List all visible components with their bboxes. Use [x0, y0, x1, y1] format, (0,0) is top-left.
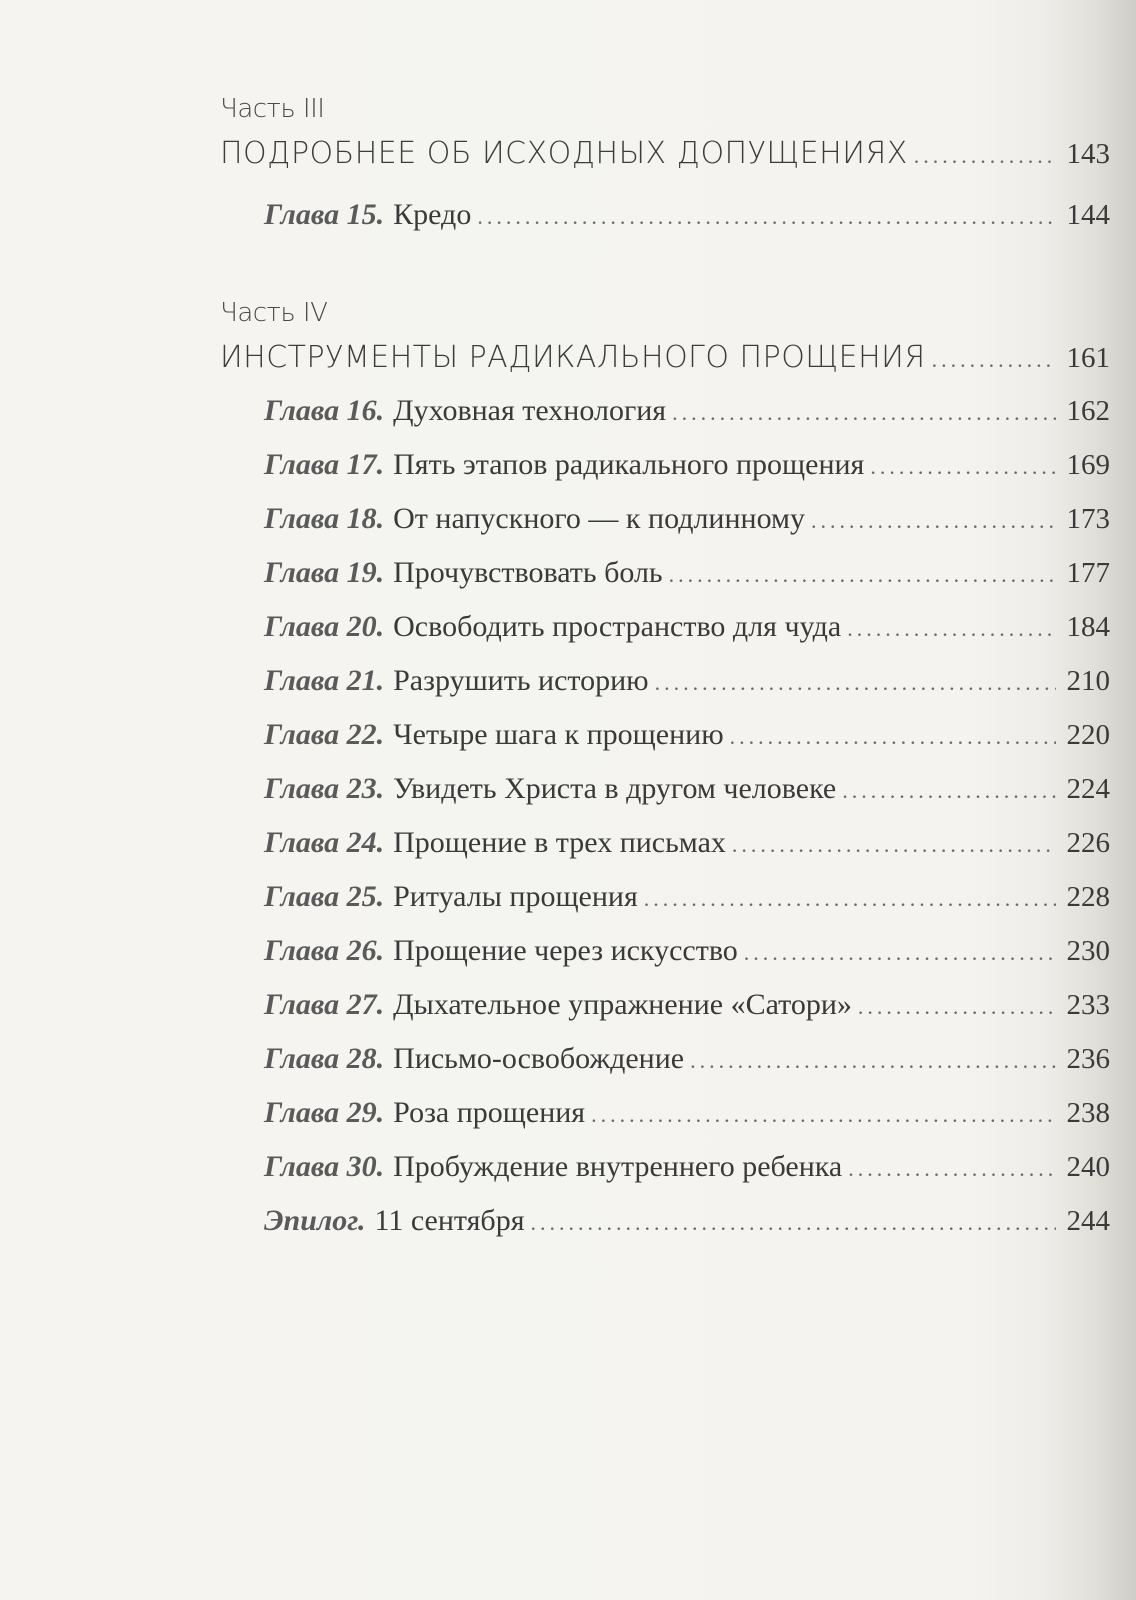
leader-dots	[644, 872, 1056, 926]
chapter-list	[220, 384, 1110, 1248]
chapter-label: Глава 21.	[264, 664, 385, 697]
page-number: 230	[1066, 935, 1110, 967]
leader-dots	[858, 980, 1056, 1034]
chapter-title: Дыхательное упражнение «Сатори»	[393, 988, 852, 1021]
leader-dots	[669, 548, 1056, 602]
chapter-entry	[220, 438, 1110, 492]
leader-dots	[744, 926, 1056, 980]
chapter-entry	[220, 492, 1110, 546]
part-3	[220, 90, 1110, 246]
chapter-title: Разрушить историю	[393, 664, 649, 697]
chapter-title: Освободить пространство для чуда	[393, 610, 842, 643]
chapter-label: Эпилог.	[264, 1204, 366, 1237]
chapter-entry	[220, 1194, 1110, 1248]
chapter-entry	[220, 816, 1110, 870]
chapter-entry	[220, 1032, 1110, 1086]
page-number: 143	[1066, 138, 1110, 170]
chapter-label: Глава 28.	[264, 1042, 385, 1075]
leader-dots	[477, 186, 1056, 248]
leader-dots	[655, 656, 1056, 710]
chapter-label: Глава 16.	[264, 394, 385, 427]
chapter-label: Глава 30.	[264, 1150, 385, 1183]
chapter-title: От напускного — к подлинному	[393, 502, 806, 535]
chapter-entry	[220, 654, 1110, 708]
part-title-row	[220, 332, 1110, 384]
leader-dots	[672, 386, 1056, 440]
page-number: 173	[1066, 503, 1110, 535]
chapter-title: Письмо-освобождение	[393, 1042, 685, 1075]
chapter-entry	[220, 924, 1110, 978]
chapter-entry	[220, 384, 1110, 438]
page-number: 161	[1066, 342, 1110, 374]
chapter-label: Глава 19.	[264, 556, 385, 589]
page-number: 210	[1066, 665, 1110, 697]
chapter-title: Кредо	[393, 198, 472, 231]
leader-dots	[842, 764, 1056, 818]
chapter-entry	[220, 1140, 1110, 1194]
chapter-entry	[220, 600, 1110, 654]
page-number: 244	[1066, 1205, 1110, 1237]
chapter-label: Глава 23.	[264, 772, 385, 805]
chapter-title: Роза прощения	[393, 1096, 586, 1129]
leader-dots	[870, 440, 1056, 494]
chapter-entry	[220, 978, 1110, 1032]
leader-dots	[932, 334, 1056, 386]
table-of-contents	[220, 90, 1110, 1248]
leader-dots	[848, 1142, 1056, 1196]
chapter-title: Пять этапов радикального прощения	[393, 448, 865, 481]
chapter-entry	[220, 870, 1110, 924]
chapter-entry	[220, 1086, 1110, 1140]
leader-dots	[914, 130, 1056, 182]
chapter-label: Глава 24.	[264, 826, 385, 859]
chapter-label: Глава 29.	[264, 1096, 385, 1129]
chapter-label: Глава 18.	[264, 502, 385, 535]
page-number: 184	[1066, 611, 1110, 643]
leader-dots	[847, 602, 1056, 656]
chapter-label: Глава 27.	[264, 988, 385, 1021]
part-title: ИНСТРУМЕНТЫ РАДИКАЛЬНОГО ПРОЩЕНИЯ	[220, 340, 926, 375]
page-number: 236	[1066, 1043, 1110, 1075]
chapter-label: Глава 26.	[264, 934, 385, 967]
part-title-row	[220, 128, 1110, 180]
chapter-title: Прощение в трех письмах	[393, 826, 726, 859]
chapter-title: Увидеть Христа в другом человеке	[393, 772, 837, 805]
chapter-entry	[220, 184, 1110, 246]
part-label: Часть III	[220, 94, 325, 124]
page-number: 233	[1066, 989, 1110, 1021]
part-title: ПОДРОБНЕЕ ОБ ИСХОДНЫХ ДОПУЩЕНИЯХ	[220, 136, 908, 171]
chapter-title: Духовная технология	[393, 394, 667, 427]
leader-dots	[591, 1088, 1056, 1142]
leader-dots	[690, 1034, 1056, 1088]
chapter-label: Глава 17.	[264, 448, 385, 481]
chapter-title: Четыре шага к прощению	[393, 718, 724, 751]
chapter-entry	[220, 546, 1110, 600]
part-label: Часть IV	[220, 298, 328, 328]
chapter-title: 11 сентября	[374, 1204, 525, 1237]
leader-dots	[730, 710, 1056, 764]
leader-dots	[732, 818, 1056, 872]
page-number: 226	[1066, 827, 1110, 859]
page-number: 224	[1066, 773, 1110, 805]
page-number: 228	[1066, 881, 1110, 913]
page-number: 238	[1066, 1097, 1110, 1129]
chapter-title: Ритуалы прощения	[393, 880, 638, 913]
page-number: 169	[1066, 449, 1110, 481]
page-number: 220	[1066, 719, 1110, 751]
page-number: 162	[1066, 395, 1110, 427]
chapter-label: Глава 22.	[264, 718, 385, 751]
page-number: 144	[1066, 199, 1110, 231]
chapter-entry	[220, 708, 1110, 762]
section-spacer	[220, 246, 1110, 294]
leader-dots	[531, 1196, 1057, 1250]
chapter-label: Глава 25.	[264, 880, 385, 913]
chapter-title: Прочувствовать боль	[393, 556, 663, 589]
page-number: 177	[1066, 557, 1110, 589]
chapter-title: Прощение через искусство	[393, 934, 738, 967]
chapter-entry	[220, 762, 1110, 816]
chapter-label: Глава 15.	[264, 198, 385, 231]
chapter-label: Глава 20.	[264, 610, 385, 643]
leader-dots	[811, 494, 1056, 548]
chapter-title: Пробуждение внутреннего ребенка	[393, 1150, 843, 1183]
page-number: 240	[1066, 1151, 1110, 1183]
part-4	[220, 294, 1110, 1248]
